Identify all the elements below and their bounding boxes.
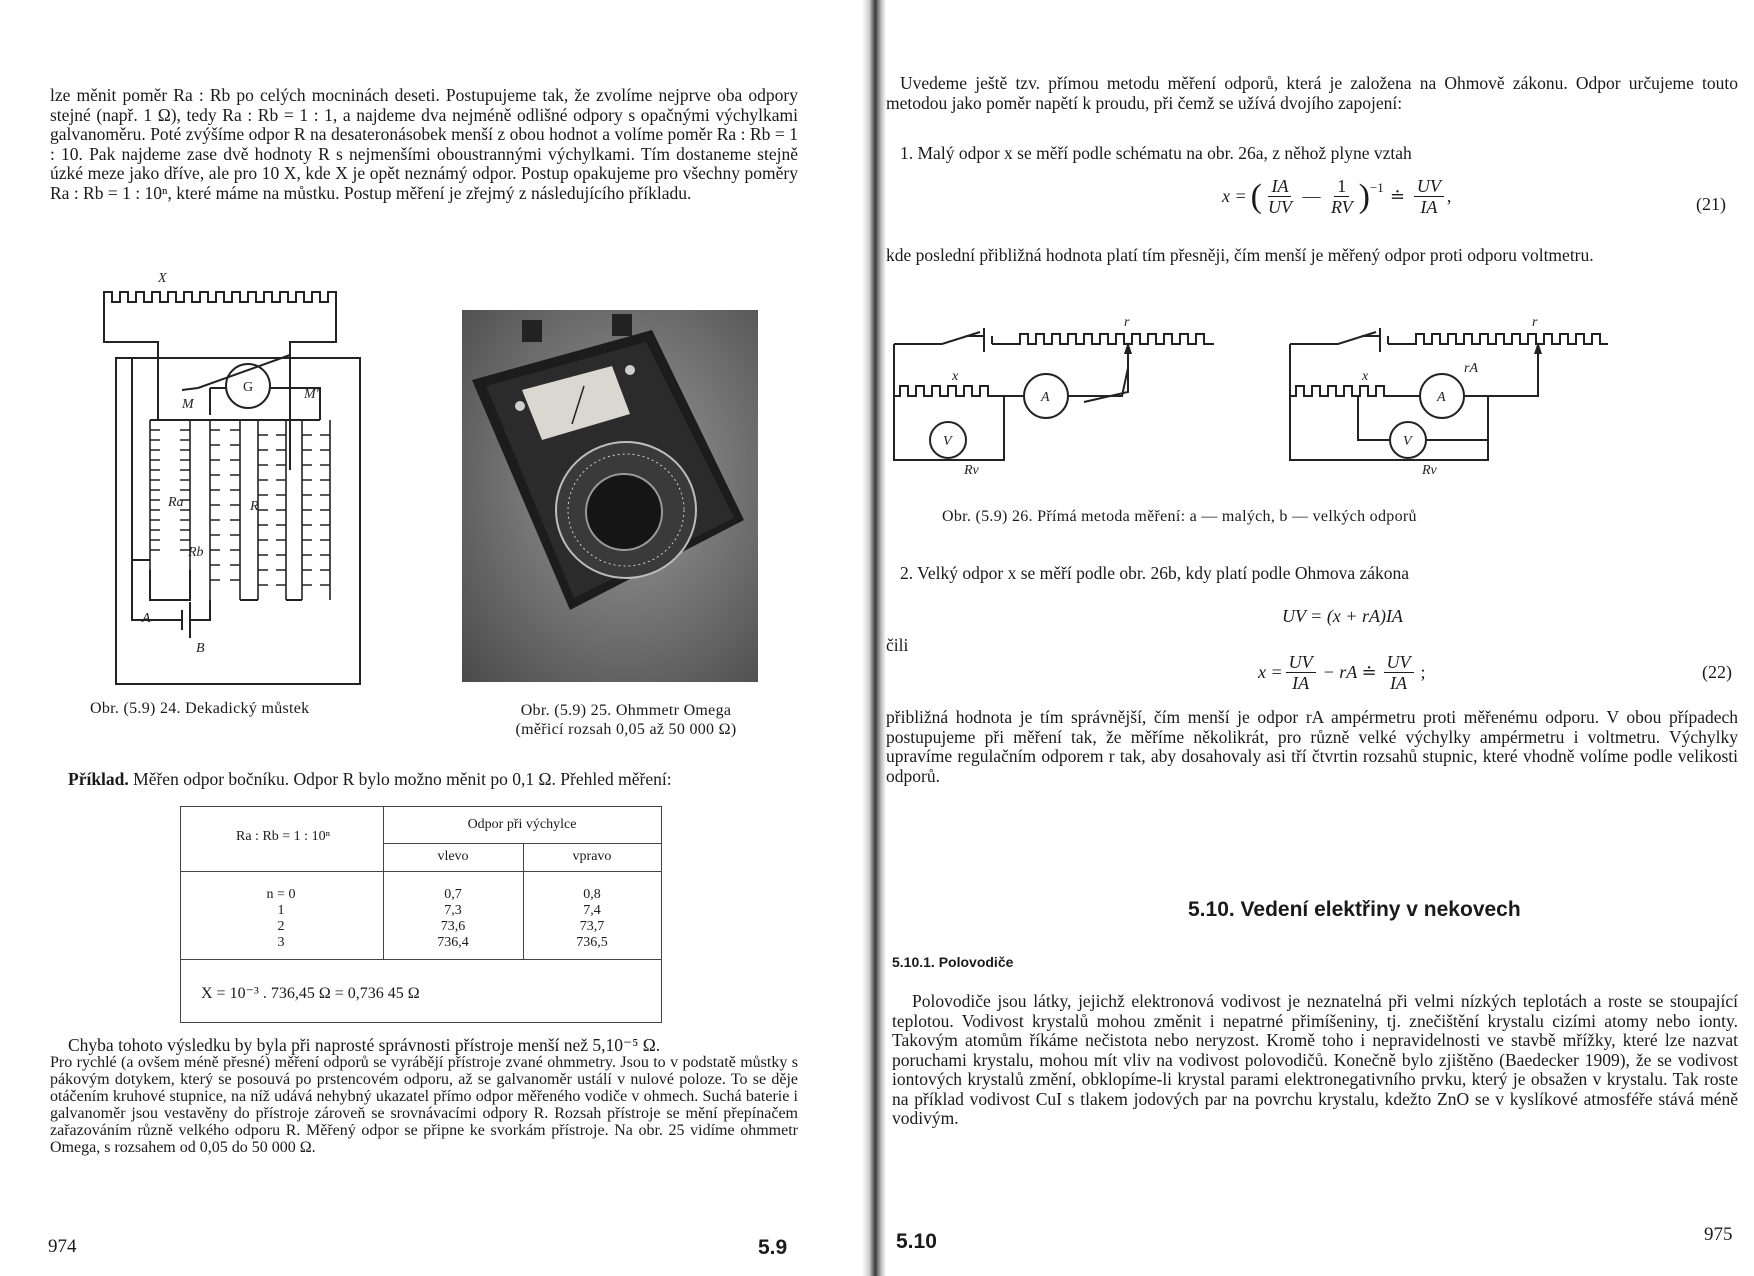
eq21-exponent: −1 xyxy=(1369,180,1384,195)
fig24-label-r: R xyxy=(250,499,259,514)
table-result: X = 10⁻³ . 736,45 Ω = 0,736 45 Ω xyxy=(201,985,420,1002)
right-page xyxy=(878,0,1754,1276)
subsection-heading: 5.10.1. Polovodiče xyxy=(892,954,1014,970)
table-col-right-header: vpravo xyxy=(572,849,612,864)
ohmmeter-paragraph: Pro rychlé (a ovšem méně přesné) měření odporů se vyrábějí přístroje zvané ohmmetry. Jsou to v podstatě můstky s pákovým dotykem, který se posouvá po prstencovém odporu, až se galvanoměr ustálí v nulové poloze. To se děje otáčením kruhové stupnice, na níž udává nehybný ukazatel přímo odpor měřeného vodiče v ohmech. Suchá baterie i galvanoměr jsou vestavěny do přístroje zároveň se srovnávacími odpory R. Rozsah přístroje se mění přepínačem zařazováním různě velkého odporu R. Měřený odpor se připne ke svorkám přístroje. Na obr. 25 vidíme ohmmetr Omega, s rozsahem od 0,05 do 50 000 Ω. xyxy=(50,1054,798,1156)
fig24-decadic-bridge-diagram xyxy=(90,270,390,692)
left-section-number: 5.9 xyxy=(758,1236,788,1259)
table-left-column xyxy=(383,887,523,951)
table-right-1: 7,4 xyxy=(583,903,601,918)
table-ratio-header: Ra : Rb = 1 : 10ⁿ xyxy=(236,829,330,844)
fig26b-label-r: r xyxy=(1532,315,1538,330)
eq22-middle: − rA ≐ xyxy=(1322,662,1377,682)
fig24-caption: Obr. (5.9) 24. Dekadický můstek xyxy=(90,700,310,717)
left-page xyxy=(0,0,868,1276)
fig26b-label-v: V xyxy=(1403,434,1412,449)
table-divider-h1 xyxy=(383,843,661,844)
eq21-fraction-3: $\frac{UV}{IA}$ xyxy=(1414,176,1444,217)
right-section-number: 5.10 xyxy=(896,1230,937,1253)
equation-uv: UV = (x + rA)IA xyxy=(1282,606,1403,626)
fig26a-label-x: x xyxy=(952,369,959,384)
fig25-caption-line2: (měřicí rozsah 0,05 až 50 000 Ω) xyxy=(515,721,737,738)
item1-small-resistance: 1. Malý odpor x se měří podle schématu na obr. 26a, z něhož plyne vztah xyxy=(900,143,1412,163)
eq22-fraction-1: $\frac{UV}{IA}$ xyxy=(1286,652,1316,693)
fig25-caption-line1: Obr. (5.9) 25. Ohmmetr Omega xyxy=(520,702,732,719)
fig26a-label-r: r xyxy=(1124,315,1130,330)
fig26a-label-a: A xyxy=(1041,390,1050,405)
direct-method-paragraph: Uvedeme ještě tzv. přímou metodu měření odporů, která je založena na Ohmově zákonu. Odpor určujeme touto metodou jako poměr napětí k proudu, při čemž se užívá dvojího zapojení: xyxy=(886,73,1738,113)
fig26-caption: Obr. (5.9) 26. Přímá metoda měření: a — malých, b — velkých odporů xyxy=(942,508,1417,525)
fig26b-label-a: A xyxy=(1437,390,1446,405)
eq21-fraction-1: $\frac{IA}{UV}$ xyxy=(1267,176,1292,217)
eq21-number: (21) xyxy=(1696,194,1726,214)
example-text: Měřen odpor bočníku. Odpor R bylo možno měnit po 0,1 Ω. Přehled měření: xyxy=(133,769,672,789)
approximation-paragraph: kde poslední přibližná hodnota platí tím přesněji, čím menší je měřený odpor proti odporu voltmetru. xyxy=(886,245,1594,265)
fig26a-label-rv: Rv xyxy=(964,463,979,478)
table-n-0: n = 0 xyxy=(266,887,296,902)
table-divider-h2 xyxy=(181,871,661,872)
table-n-2: 2 xyxy=(277,919,285,934)
eq21-minus: — xyxy=(1297,186,1325,206)
table-col-left-header: vlevo xyxy=(437,849,469,864)
cili-word: čili xyxy=(886,635,909,655)
fig24-label-m-prime: M' xyxy=(304,387,319,402)
fig24-label-m: M xyxy=(182,397,194,412)
eq22-fraction-2: $\frac{UV}{IA}$ xyxy=(1384,652,1414,693)
fig26a-label-v: V xyxy=(943,434,952,449)
table-n-1: 1 xyxy=(277,903,285,918)
fig24-label-a: A xyxy=(142,611,151,626)
equation-21 xyxy=(1222,176,1451,217)
left-folio: 974 xyxy=(48,1236,77,1257)
table-right-3: 736,5 xyxy=(576,935,608,950)
table-left-1: 7,3 xyxy=(444,903,462,918)
eq21-fraction-2: $\frac{1}{RV}$ xyxy=(1330,176,1353,217)
fig25-ohmmeter-photo xyxy=(462,310,758,682)
table-group-header: Odpor při výchylce xyxy=(467,817,577,832)
right-folio: 975 xyxy=(1704,1224,1733,1245)
eq21-approx: ≐ xyxy=(1389,186,1405,206)
fig24-label-rb: Rb xyxy=(188,545,204,560)
fig26b-label-ra: rA xyxy=(1464,361,1478,376)
fig26a-circuit-diagram xyxy=(892,312,1222,492)
eq22-number: (22) xyxy=(1702,662,1732,682)
item2-large-resistance: 2. Velký odpor x se měří podle obr. 26b, kdy platí podle Ohmova zákona xyxy=(900,563,1410,583)
table-right-0: 0,8 xyxy=(583,887,601,902)
fig24-label-g: G xyxy=(243,380,254,395)
ohmmeter-illustration xyxy=(462,310,758,682)
fig26b-label-rv: Rv xyxy=(1422,463,1437,478)
eq22-semicolon: ; xyxy=(1420,662,1426,682)
example-paragraph xyxy=(68,770,798,790)
table-n-column xyxy=(221,887,341,951)
intro-paragraph: lze měnit poměr Ra : Rb po celých mocninách deseti. Postupujeme tak, že zvolíme nejprve oba odpory stejné (např. 1 Ω), tedy Ra : Rb = 1 : 1, a najdeme dva nejméně odlišné odpory s opačnými výchylkami galvanoměru. Poté zvýšíme odpor R na desateronásobek menší z obou hodnot a volíme poměr Ra : Rb = 1 : 10. Pak najdeme zase dvě hodnoty R s nejmenšími oboustrannými výchylkami. Tím dostaneme stejně úzké meze jako dříve, ale pro 10 X, kde X je opět neznámý odpor. Postup opakujeme pro všechny poměry Ra : Rb = 1 : 10ⁿ, které máme na můstku. Postup měření je zřejmý z následujícího příkladu. xyxy=(50,85,798,203)
eq21-paren-open: ( xyxy=(1250,177,1262,215)
fig26b-label-x: x xyxy=(1362,369,1369,384)
table-left-2: 73,6 xyxy=(440,919,466,934)
eq21-comma: , xyxy=(1446,186,1452,206)
fig26b-circuit-diagram xyxy=(1288,312,1612,492)
fig24-label-b: B xyxy=(196,641,205,656)
table-left-3: 736,4 xyxy=(437,935,469,950)
eq21-paren-close: ) xyxy=(1358,177,1370,215)
table-left-0: 0,7 xyxy=(444,887,462,902)
table-n-3: 3 xyxy=(277,935,285,950)
accuracy-paragraph: přibližná hodnota je tím správnější, čím menší je odpor rA ampérmetru proti měřenému odporu. V obou případech postupujeme při měření tak, že měříme několikrát, pro různě velké výchylky ampérmetru i voltmetru. Výchylky upravíme regulačním odporem r tak, aby dosahovaly asi tří čtvrtin rozsahů stupnic, které vhodně volíme podle velikosti odporů. xyxy=(886,707,1738,786)
section-heading: 5.10. Vedení elektřiny v nekovech xyxy=(1188,898,1521,921)
table-right-2: 73,7 xyxy=(579,919,605,934)
equation-22 xyxy=(1258,652,1426,693)
eq22-lhs: x = xyxy=(1258,662,1283,682)
table-right-column xyxy=(523,887,661,951)
example-label: Příklad. xyxy=(68,769,129,789)
text-after-table: Chyba tohoto výsledku by byla při naprosté správnosti přístroje menší než 5,10⁻⁵ Ω. xyxy=(68,1035,661,1055)
eq21-lhs: x = xyxy=(1222,186,1247,206)
table-divider-h3 xyxy=(181,959,661,960)
fig24-label-ra: Ra xyxy=(168,495,184,510)
measurement-table xyxy=(180,806,662,1023)
fig24-label-x: X xyxy=(158,271,167,286)
semiconductors-paragraph: Polovodiče jsou látky, jejichž elektronová vodivost je neznatelná při velmi nízkých teplotách a roste se stoupající teplotou. Vodivost krystalů mohou změnit i nepatrné přimíšeniny, tj. znečištění krystalu cizími atomy nebo ionty. Takovým atomům říkáme nečistota nebo neryzost. Kromě toho i nepravidelnosti ve stavbě mřížky, které lze nazvat poruchami krystalu, mohou mít vliv na vodivost polovodičů. Konečně bylo zjištěno (Baedecker 1909), že se vodivost iontových krystalů změní, obklopíme-li krystal parami elektronegativního prvku, který je obsažen v krystalu. Tak roste na příklad vodivost CuI s tlakem jodových par na povrchu krystalu, kdežto ZnO se v kyslíkové atmosféře stává méně vodivým. xyxy=(892,991,1738,1128)
